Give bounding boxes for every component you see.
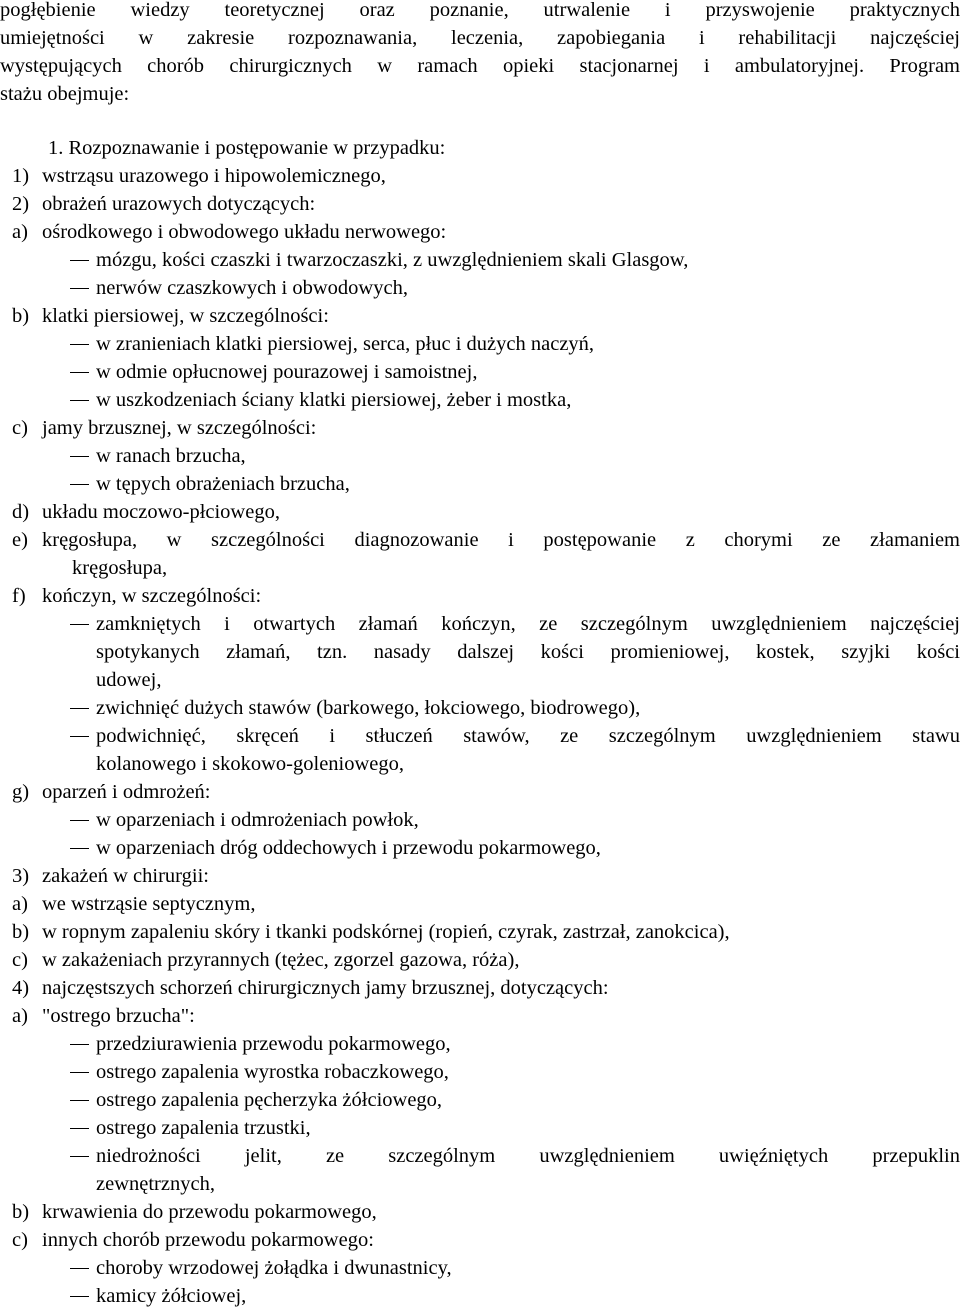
- item-text: oparzeń i odmrożeń:: [42, 781, 211, 803]
- dash-bullet: [70, 624, 89, 625]
- list-item: [0, 890, 960, 918]
- list-item: [0, 1142, 960, 1170]
- list-item: [0, 722, 960, 750]
- item-text: w odmie opłucnowej pourazowej i samoistnej,: [96, 361, 478, 383]
- list-item-continuation: [0, 638, 960, 666]
- item-text: klatki piersiowej, w szczególności:: [42, 305, 329, 327]
- list-item: [0, 610, 960, 638]
- list-item: [0, 358, 960, 386]
- list-item: [0, 162, 960, 190]
- dash-bullet: [70, 848, 89, 849]
- list-item: [0, 862, 960, 890]
- list-item: [0, 386, 960, 414]
- list-item: [0, 330, 960, 358]
- list-item: [0, 834, 960, 862]
- item-text: innych chorób przewodu pokarmowego:: [42, 1229, 374, 1251]
- item-marker: d): [12, 501, 30, 523]
- item-marker: c): [12, 949, 28, 971]
- list-item-continuation: [0, 666, 960, 694]
- list-item-continuation: [0, 750, 960, 778]
- item-text: w oparzeniach i odmrożeniach powłok,: [96, 809, 419, 831]
- item-text: w tępych obrażeniach brzucha,: [96, 473, 350, 495]
- item-text: kręgosłupa,: [72, 557, 168, 579]
- item-text: obrażeń urazowych dotyczących:: [42, 193, 316, 215]
- item-text: zwichnięć dużych stawów (barkowego, łokciowego, biodrowego),: [96, 697, 641, 719]
- item-text: ostrego zapalenia wyrostka robaczkowego,: [96, 1061, 449, 1083]
- item-marker: f): [12, 585, 26, 607]
- dash-bullet: [70, 456, 89, 457]
- list-item: [0, 190, 960, 218]
- item-text: ostrego zapalenia trzustki,: [96, 1117, 311, 1139]
- dash-bullet: [70, 288, 89, 289]
- dash-bullet: [70, 1100, 89, 1101]
- list-item: [0, 218, 960, 246]
- list-item: [0, 1086, 960, 1114]
- list-item-continuation: [0, 1170, 960, 1198]
- dash-bullet: [70, 1128, 89, 1129]
- item-text: ośrodkowego i obwodowego układu nerwowego:: [42, 221, 447, 243]
- list-item: [0, 694, 960, 722]
- item-text: ostrego zapalenia pęcherzyka żółciowego,: [96, 1089, 443, 1111]
- item-text: kręgosłupa, w szczególności diagnozowanie i postępowanie z chorymi ze złamaniem: [42, 529, 960, 551]
- item-text: choroby wrzodowej żołądka i dwunastnicy,: [96, 1257, 452, 1279]
- item-text: najczęstszych schorzeń chirurgicznych jamy brzusznej, dotyczących:: [42, 977, 609, 999]
- list-item: [0, 582, 960, 610]
- item-text: kolanowego i skokowo-goleniowego,: [96, 753, 405, 775]
- list-item: [0, 442, 960, 470]
- list-item: [0, 1254, 960, 1282]
- dash-bullet: [70, 708, 89, 709]
- item-text: krwawienia do przewodu pokarmowego,: [42, 1201, 377, 1223]
- item-marker: 4): [12, 977, 30, 999]
- item-marker: 3): [12, 865, 30, 887]
- item-text: kamicy żółciowej,: [96, 1285, 247, 1307]
- dash-bullet: [70, 344, 89, 345]
- list-item: [0, 246, 960, 274]
- item-text: w zakażeniach przyrannych (tężec, zgorzel gazowa, róża),: [42, 949, 520, 971]
- item-marker: c): [12, 1229, 28, 1251]
- item-text: "ostrego brzucha":: [42, 1005, 195, 1027]
- dash-bullet: [70, 820, 89, 821]
- list-item: [0, 414, 960, 442]
- dash-bullet: [70, 372, 89, 373]
- item-text: wstrząsu urazowego i hipowolemicznego,: [42, 165, 386, 187]
- list-item: [0, 918, 960, 946]
- item-marker: a): [12, 893, 28, 915]
- list-item: [0, 974, 960, 1002]
- list-item: [0, 1198, 960, 1226]
- item-text: spotykanych złamań, tzn. nasady dalszej kości promieniowej, kostek, szyjki kości: [96, 641, 960, 663]
- dash-bullet: [70, 736, 89, 737]
- item-text: zewnętrznych,: [96, 1173, 215, 1195]
- item-text: w ropnym zapaleniu skóry i tkanki podskórnej (ropień, czyrak, zastrzał, zanokcica),: [42, 921, 730, 943]
- list-item: [0, 778, 960, 806]
- list-item: [0, 1226, 960, 1254]
- list-item: [0, 1002, 960, 1030]
- dash-bullet: [70, 1044, 89, 1045]
- item-marker: b): [12, 1201, 30, 1223]
- item-text: we wstrząsie septycznym,: [42, 893, 256, 915]
- item-text: w oparzeniach dróg oddechowych i przewodu pokarmowego,: [96, 837, 601, 859]
- item-text: niedrożności jelit, ze szczególnym uwzględnieniem uwięźniętych przepuklin: [96, 1145, 960, 1167]
- item-marker: b): [12, 305, 30, 327]
- item-text: w uszkodzeniach ściany klatki piersiowej, żeber i mostka,: [96, 389, 572, 411]
- dash-bullet: [70, 1156, 89, 1157]
- dash-bullet: [70, 1268, 89, 1269]
- item-marker: a): [12, 221, 28, 243]
- item-text: jamy brzusznej, w szczególności:: [42, 417, 317, 439]
- dash-bullet: [70, 400, 89, 401]
- item-marker: a): [12, 1005, 28, 1027]
- list-item: [0, 498, 960, 526]
- item-text: udowej,: [96, 669, 162, 691]
- list-item: [0, 1114, 960, 1142]
- dash-bullet: [70, 260, 89, 261]
- list-item: [0, 526, 960, 554]
- list-item: [0, 1282, 960, 1310]
- item-text: zakażeń w chirurgii:: [42, 865, 209, 887]
- list-item-continuation: [0, 554, 960, 582]
- list-item: [0, 946, 960, 974]
- item-text: zamkniętych i otwartych złamań kończyn, ze szczególnym uwzględnieniem najczęściej: [96, 613, 960, 635]
- list-item: [0, 470, 960, 498]
- item-marker: b): [12, 921, 30, 943]
- intro-line-2: umiejętności w zakresie rozpoznawania, leczenia, zapobiegania i rehabilitacji najczęściej: [0, 27, 960, 49]
- item-text: w ranach brzucha,: [96, 445, 246, 467]
- item-text: nerwów czaszkowych i obwodowych,: [96, 277, 408, 299]
- item-marker: 1): [12, 165, 30, 187]
- list-item: [0, 302, 960, 330]
- item-text: kończyn, w szczególności:: [42, 585, 262, 607]
- item-text: podwichnięć, skręceń i stłuczeń stawów, ze szczególnym uwzględnieniem stawu: [96, 725, 960, 747]
- dash-bullet: [70, 1072, 89, 1073]
- intro-line-1: pogłębienie wiedzy teoretycznej oraz poznanie, utrwalenie i przyswojenie praktycznych: [0, 0, 960, 21]
- dash-bullet: [70, 484, 89, 485]
- intro-line-4: stażu obejmuje:: [0, 83, 130, 105]
- item-marker: e): [12, 529, 28, 551]
- item-text: przedziurawienia przewodu pokarmowego,: [96, 1033, 451, 1055]
- list-item: [0, 1058, 960, 1086]
- list-item: [0, 274, 960, 302]
- item-text: mózgu, kości czaszki i twarzoczaszki, z uwzględnieniem skali Glasgow,: [96, 249, 689, 271]
- section-heading: 1. Rozpoznawanie i postępowanie w przypadku:: [48, 137, 446, 159]
- item-marker: c): [12, 417, 28, 439]
- item-marker: g): [12, 781, 30, 803]
- item-text: układu moczowo-płciowego,: [42, 501, 280, 523]
- item-marker: 2): [12, 193, 30, 215]
- dash-bullet: [70, 1296, 89, 1297]
- list-item: [0, 1030, 960, 1058]
- item-text: w zranieniach klatki piersiowej, serca, płuc i dużych naczyń,: [96, 333, 595, 355]
- list-item: [0, 806, 960, 834]
- intro-line-3: występujących chorób chirurgicznych w ramach opieki stacjonarnej i ambulatoryjnej. Program: [0, 55, 960, 77]
